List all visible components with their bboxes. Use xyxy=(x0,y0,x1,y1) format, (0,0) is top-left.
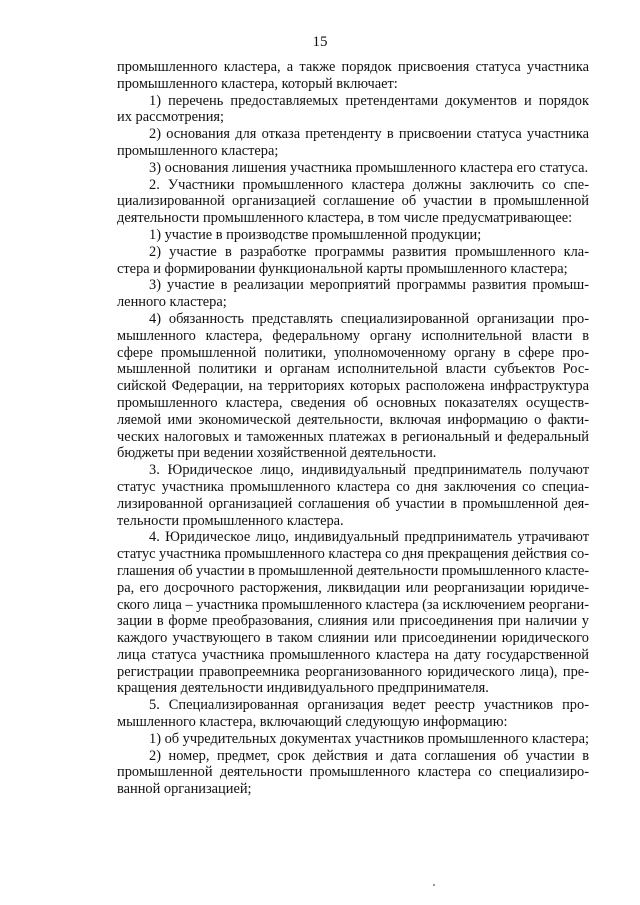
text-line: циализированной организацией соглашение об участии в промышленной xyxy=(117,193,589,210)
text-line: 2) основания для отказа претенденту в присвоении статуса участника xyxy=(149,126,589,143)
text-line: мышленного кластера, федеральному органу исполнительной власти в xyxy=(117,327,589,344)
text-line: 5. Специализированная организация ведет реестр участников про- xyxy=(149,697,589,714)
text-line: бюджеты при ведении хозяйственной деятельности. xyxy=(117,445,437,462)
body-text xyxy=(117,59,589,798)
text-line: ческих налоговых и таможенных платежах в региональный и федеральный xyxy=(117,428,589,445)
text-line: статус участника промышленного кластера со дня заключения со специа- xyxy=(117,478,589,495)
text-line: мышленного кластера, включающий следующую информацию: xyxy=(117,714,508,731)
text-line: деятельности промышленного кластера, в том числе предусматривающее: xyxy=(117,210,573,227)
text-line: промышленного кластера, а также порядок присвоения статуса участника xyxy=(117,59,589,75)
text-line: статус участника промышленного кластера со дня прекращения действия со- xyxy=(117,546,589,563)
text-line: 3) участие в реализации мероприятий программы развития промыш- xyxy=(149,277,589,294)
text-line: стера и формировании функциональной карты промышленного кластера; xyxy=(117,260,568,277)
text-line: ляемой ими экономической деятельности, включая информацию о факти- xyxy=(117,411,589,428)
text-line: их рассмотрения; xyxy=(117,109,225,126)
text-line: 4. Юридическое лицо, индивидуальный предприниматель утрачивают xyxy=(149,529,589,546)
text-line: сийской Федерации, на территориях которых расположена инфраструктура xyxy=(117,378,589,395)
text-line: кращения деятельности индивидуального предпринимателя. xyxy=(117,680,489,697)
text-line: ра, его досрочного расторжения, ликвидации или реорганизации юридиче- xyxy=(117,579,589,596)
text-line: 2. Участники промышленного кластера должны заключить со спе- xyxy=(149,176,589,193)
scan-speck xyxy=(433,884,435,886)
text-line: регистрации правопреемника реорганизованного юридического лица), пре- xyxy=(117,663,589,680)
text-line: промышленного кластера, сведения об основных показателях осуществ- xyxy=(117,394,589,411)
text-line: 1) перечень предоставляемых претендентами документов и порядок xyxy=(149,92,589,109)
text-line: 4) обязанность представлять специализированной организации про- xyxy=(149,310,589,327)
text-line: каждого участвующего в таком слиянии или присоединении юридического xyxy=(117,630,589,647)
text-line: сфере промышленной политики, уполномоченному органу в сфере про- xyxy=(117,344,589,361)
text-line: 3) основания лишения участника промышленного кластера его статуса. xyxy=(149,159,589,176)
page-number: 15 xyxy=(312,34,328,50)
text-line: промышленной деятельности промышленного кластера со специализиро- xyxy=(117,764,589,781)
text-line: тельности промышленного кластера. xyxy=(117,512,344,529)
text-line: ленного кластера; xyxy=(117,294,227,311)
text-line: мышленной политики и органам исполнительной власти субъектов Рос- xyxy=(117,361,589,378)
text-line: лица статуса участника промышленного кластера на дату государственной xyxy=(117,646,589,663)
text-line: 2) номер, предмет, срок действия и дата соглашения об участии в xyxy=(149,747,589,764)
text-line: 3. Юридическое лицо, индивидуальный предприниматель получают xyxy=(149,462,589,479)
text-line: промышленного кластера, который включает: xyxy=(117,75,398,92)
text-line: лизированной организацией соглашения об участии в промышленной дея- xyxy=(117,495,589,512)
text-line: глашения об участии в промышленной деятельности промышленного класте- xyxy=(117,562,589,579)
text-line: промышленного кластера; xyxy=(117,142,279,159)
text-line: 2) участие в разработке программы развития промышленного кла- xyxy=(149,243,589,260)
text-line: 1) участие в производстве промышленной продукции; xyxy=(149,226,482,243)
text-line: 1) об учредительных документах участников промышленного кластера; xyxy=(149,730,589,747)
text-line: ванной организацией; xyxy=(117,781,252,798)
text-line: зации в форме преобразования, слияния или присоединения при наличии у xyxy=(117,613,589,630)
text-line: ского лица – участника промышленного кластера (за исключением реоргани- xyxy=(117,596,589,613)
